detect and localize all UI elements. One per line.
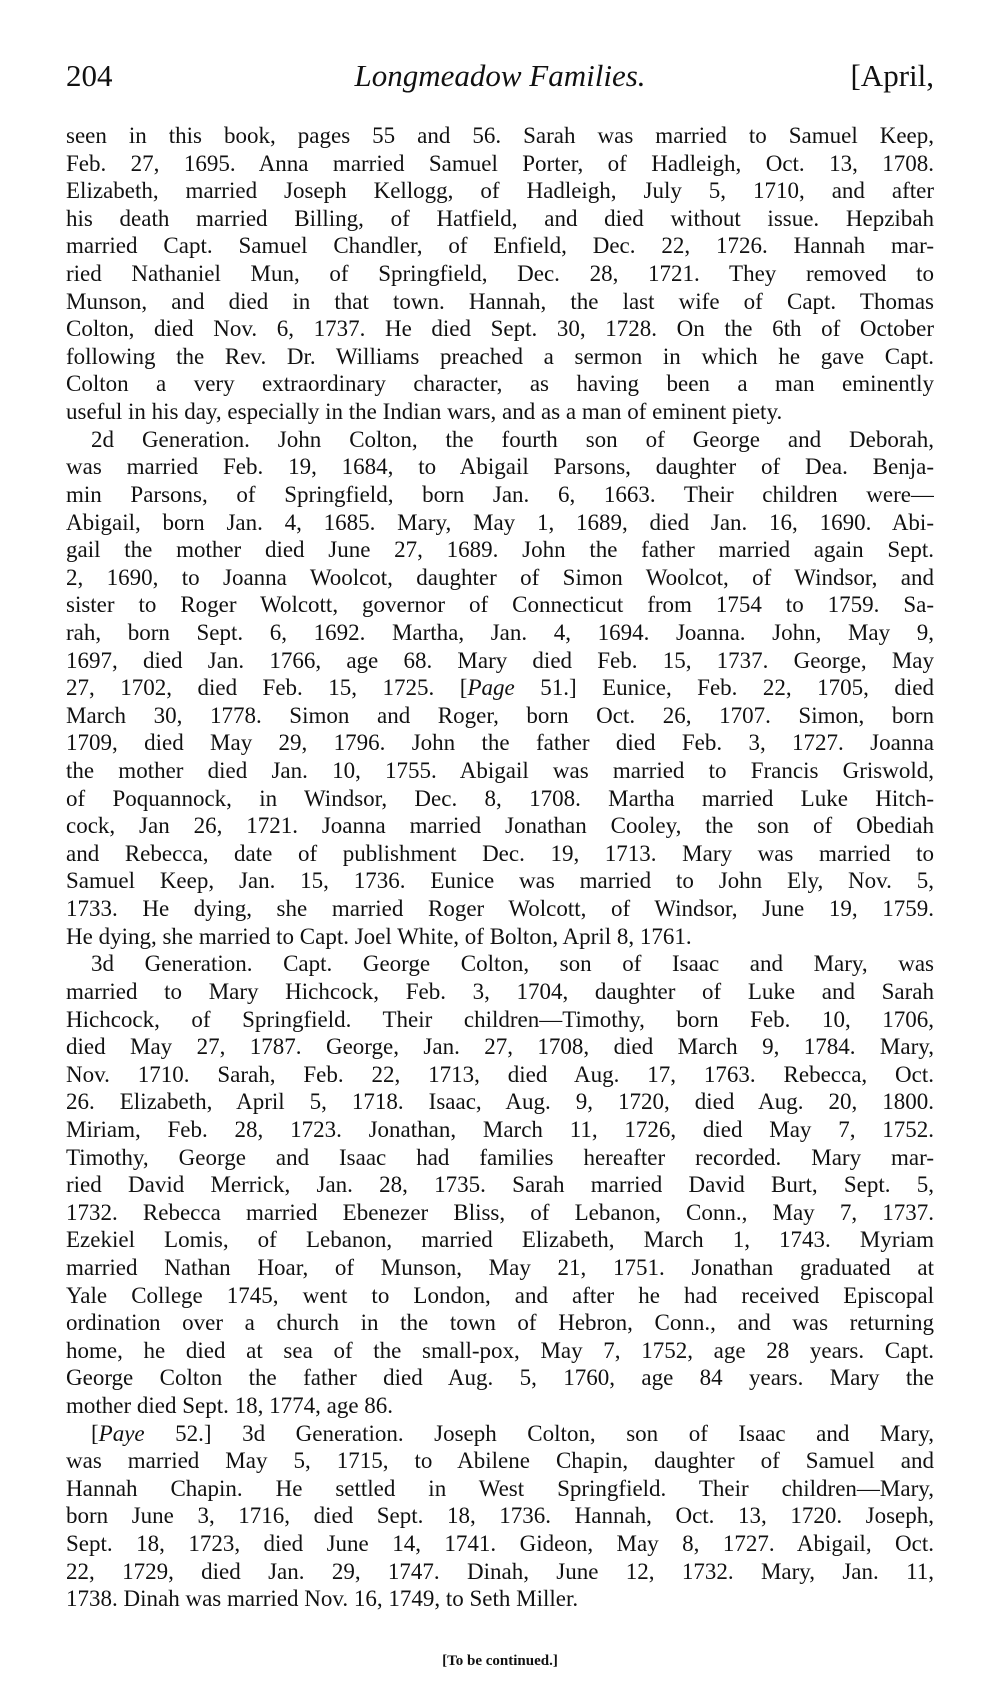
text-line: sister to Roger Wolcott, governor of Connecticut from 1754 to 1759. Sa- xyxy=(66,592,934,618)
running-title: Longmeadow Families. xyxy=(354,58,646,93)
text-line: Nov. 1710. Sarah, Feb. 22, 1713, died Aug. 17, 1763. Rebecca, Oct. xyxy=(66,1061,934,1087)
text-line: 26. Elizabeth, April 5, 1718. Isaac, Aug. 9, 1720, died Aug. 20, 1800. xyxy=(66,1089,934,1115)
text-line: Feb. 27, 1695. Anna married Samuel Porter, of Hadleigh, Oct. 13, 1708. xyxy=(66,150,934,176)
text-line: George Colton the father died Aug. 5, 1760, age 84 years. Mary the xyxy=(66,1365,934,1391)
text-line: 2d Generation. John Colton, the fourth son of George and Deborah, xyxy=(91,426,934,452)
text-line: following the Rev. Dr. Williams preached a sermon in which he gave Capt. xyxy=(66,343,934,369)
body-text xyxy=(66,122,934,1613)
text-line: Munson, and died in that town. Hannah, the last wife of Capt. Thomas xyxy=(66,288,934,314)
text-line: Samuel Keep, Jan. 15, 1736. Eunice was married to John Ely, Nov. 5, xyxy=(66,868,934,894)
text-line: 1709, died May 29, 1796. John the father died Feb. 3, 1727. Joanna xyxy=(66,730,934,756)
text-line: Sept. 18, 1723, died June 14, 1741. Gideon, May 8, 1727. Abigail, Oct. xyxy=(66,1531,934,1557)
text-line: and Rebecca, date of publishment Dec. 19, 1713. Mary was married to xyxy=(66,840,934,866)
text-line: of Poquannock, in Windsor, Dec. 8, 1708. Martha married Luke Hitch- xyxy=(66,785,934,811)
text-line: ried Nathaniel Mun, of Springfield, Dec. 28, 1721. They removed to xyxy=(66,261,934,287)
text-line: useful in his day, especially in the Indian wars, and as a man of eminent piety. xyxy=(66,399,783,425)
text-line: Elizabeth, married Joseph Kellogg, of Hadleigh, July 5, 1710, and after xyxy=(66,178,934,204)
text-line: min Parsons, of Springfield, born Jan. 6, 1663. Their children were— xyxy=(66,481,934,507)
text-line: 2, 1690, to Joanna Woolcot, daughter of Simon Woolcot, of Windsor, and xyxy=(66,564,934,590)
text-line: March 30, 1778. Simon and Roger, born Oct. 26, 1707. Simon, born xyxy=(66,702,934,728)
text-line: 22, 1729, died Jan. 29, 1747. Dinah, June 12, 1732. Mary, Jan. 11, xyxy=(66,1558,934,1584)
text-line: died May 27, 1787. George, Jan. 27, 1708, died March 9, 1784. Mary, xyxy=(66,1034,934,1060)
continued-note: [To be continued.] xyxy=(442,1653,558,1669)
text-line: [Paye 52.] 3d Generation. Joseph Colton, son of Isaac and Mary, xyxy=(91,1420,934,1446)
text-line: seen in this book, pages 55 and 56. Sarah was married to Samuel Keep, xyxy=(66,123,934,148)
page-number: 204 xyxy=(66,58,113,93)
text-line: born June 3, 1716, died Sept. 18, 1736. Hannah, Oct. 13, 1720. Joseph, xyxy=(66,1503,934,1529)
page-reference-word: Page xyxy=(467,675,515,701)
text-line: Yale College 1745, went to London, and after he had received Episcopal xyxy=(66,1282,934,1308)
text-line: cock, Jan 26, 1721. Joanna married Jonathan Cooley, the son of Obediah xyxy=(66,813,934,839)
text-line: his death married Billing, of Hatfield, and died without issue. Hepzibah xyxy=(66,205,934,231)
text-line: Miriam, Feb. 28, 1723. Jonathan, March 11, 1726, died May 7, 1752. xyxy=(66,1116,934,1142)
text-line: 3d Generation. Capt. George Colton, son of Isaac and Mary, was xyxy=(91,951,934,977)
text-line: mother died Sept. 18, 1774, age 86. xyxy=(66,1393,394,1419)
text-line: home, he died at sea of the small-pox, May 7, 1752, age 28 years. Capt. xyxy=(66,1337,934,1363)
text-line: Ezekiel Lomis, of Lebanon, married Elizabeth, March 1, 1743. Myriam xyxy=(66,1227,934,1253)
text-line: was married Feb. 19, 1684, to Abigail Parsons, daughter of Dea. Benja- xyxy=(66,454,934,480)
text-line: Timothy, George and Isaac had families hereafter recorded. Mary mar- xyxy=(66,1144,934,1170)
text-line: 1732. Rebecca married Ebenezer Bliss, of Lebanon, Conn., May 7, 1737. xyxy=(66,1199,934,1225)
page-reference-word: Paye xyxy=(98,1420,145,1446)
text-line: was married May 5, 1715, to Abilene Chapin, daughter of Samuel and xyxy=(66,1448,934,1474)
page-header xyxy=(66,58,934,98)
text-line: Colton, died Nov. 6, 1737. He died Sept. 30, 1728. On the 6th of October xyxy=(66,316,934,342)
text-line: married Nathan Hoar, of Munson, May 21, 1751. Jonathan graduated at xyxy=(66,1254,934,1280)
text-line: 1738. Dinah was married Nov. 16, 1749, to Seth Miller. xyxy=(66,1586,579,1612)
text-line: Abigail, born Jan. 4, 1685. Mary, May 1, 1689, died Jan. 16, 1690. Abi- xyxy=(66,509,934,535)
text-line: Colton a very extraordinary character, as having been a man eminently xyxy=(66,371,934,397)
text-line: 1697, died Jan. 1766, age 68. Mary died Feb. 15, 1737. George, May xyxy=(66,647,934,673)
text-line: gail the mother died June 27, 1689. John the father married again Sept. xyxy=(66,537,934,563)
text-line: married to Mary Hichcock, Feb. 3, 1704, daughter of Luke and Sarah xyxy=(66,978,934,1004)
section-label: [April, xyxy=(850,58,934,93)
text-line: He dying, she married to Capt. Joel White, of Bolton, April 8, 1761. xyxy=(66,923,692,949)
text-line: rah, born Sept. 6, 1692. Martha, Jan. 4, 1694. Joanna. John, May 9, xyxy=(66,619,934,645)
text-line: ried David Merrick, Jan. 28, 1735. Sarah married David Burt, Sept. 5, xyxy=(66,1172,934,1198)
text-line: ordination over a church in the town of Hebron, Conn., and was returning xyxy=(66,1310,934,1336)
text-line: 1733. He dying, she married Roger Wolcott, of Windsor, June 19, 1759. xyxy=(66,896,934,922)
text-line: Hichcock, of Springfield. Their children—Timothy, born Feb. 10, 1706, xyxy=(66,1006,934,1032)
text-line: 27, 1702, died Feb. 15, 1725. [Page 51.] Eunice, Feb. 22, 1705, died xyxy=(66,675,934,701)
text-line: the mother died Jan. 10, 1755. Abigail was married to Francis Griswold, xyxy=(66,758,934,784)
text-line: married Capt. Samuel Chandler, of Enfield, Dec. 22, 1726. Hannah mar- xyxy=(66,233,934,259)
text-line: Hannah Chapin. He settled in West Springfield. Their children—Mary, xyxy=(66,1475,934,1501)
